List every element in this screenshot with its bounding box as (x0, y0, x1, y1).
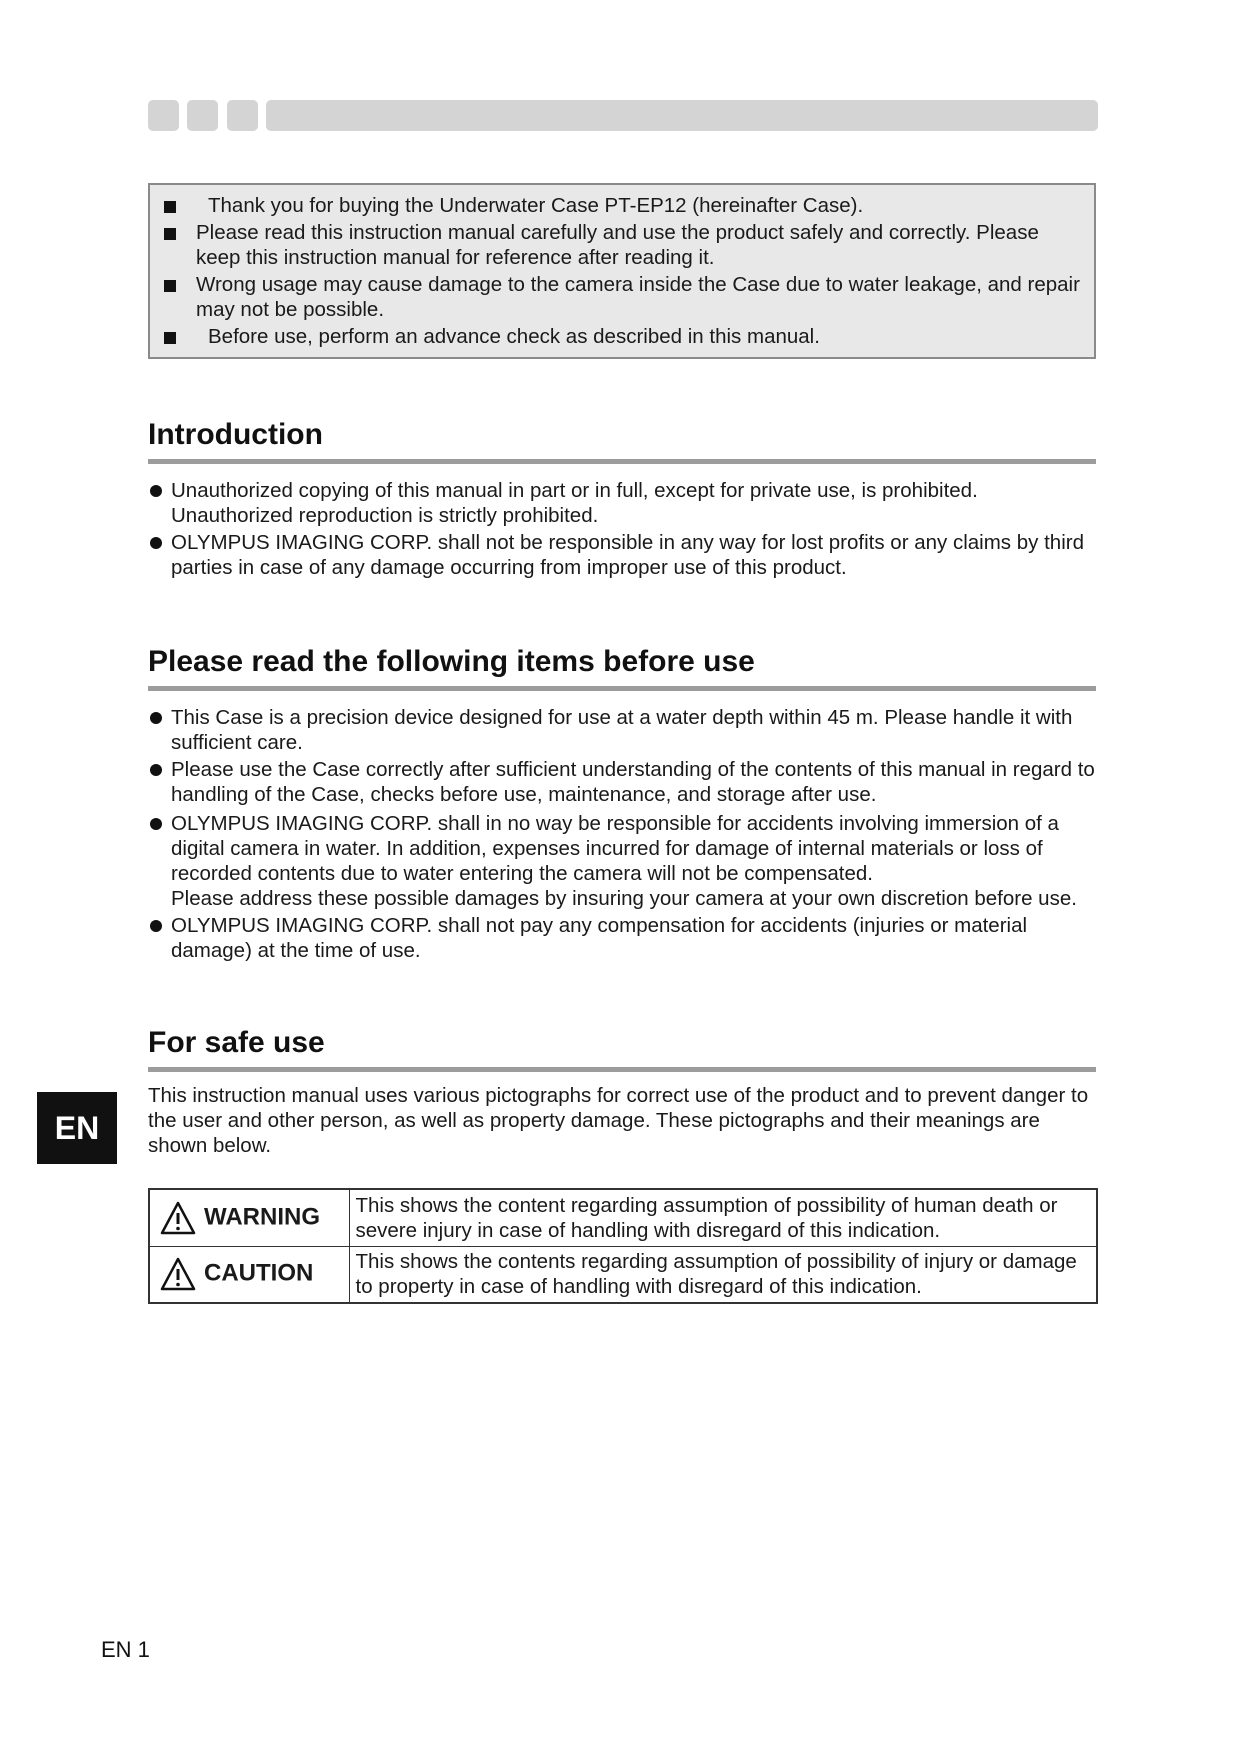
bullet-icon (150, 712, 162, 724)
list-item: OLYMPUS IMAGING CORP. shall in no way be responsible for accidents involving immersion of a digital camera in water. In addition, expenses incurred for damage of internal materials or loss of recorded contents due to water entering the camera will not be compensated. (150, 811, 1100, 886)
caution-label-cell: CAUTION (149, 1246, 349, 1303)
bullet-icon (150, 537, 162, 549)
signal-word-table (148, 1188, 1098, 1304)
section-divider (148, 459, 1096, 464)
bullet-icon (150, 485, 162, 497)
bullet-icon (150, 764, 162, 776)
safe-use-intro: This instruction manual uses various pictographs for correct use of the product and to prevent danger to the user and other person, as well as property damage. These pictographs and their meanings are shown below. (148, 1084, 1089, 1157)
list-item: OLYMPUS IMAGING CORP. shall not pay any compensation for accidents (injuries or material damage) at the time of use. (150, 913, 1100, 963)
table-row (149, 1189, 1097, 1246)
before-use-heading: Please read the following items before use (148, 645, 755, 678)
table-row (149, 1246, 1097, 1303)
list-item: Unauthorized copying of this manual in part or in full, except for private use, is prohibited. Unauthorized reproduction is strictly prohibited. (150, 478, 1100, 528)
list-item: This Case is a precision device designed for use at a water depth within 45 m. Please handle it with sufficient care. (150, 705, 1100, 755)
notice-box (148, 183, 1096, 359)
bullet-icon (150, 818, 162, 830)
warning-triangle-icon (160, 1201, 196, 1235)
notice-item: Please read this instruction manual carefully and use the product safely and correctly. Please keep this instruction manual for reference after reading it. (162, 220, 1080, 271)
square-bullet-icon (164, 280, 176, 292)
introduction-list (150, 478, 1100, 582)
notice-item: Wrong usage may cause damage to the camera inside the Case due to water leakage, and repair may not be possible. (162, 272, 1080, 323)
section-divider (148, 1067, 1096, 1072)
header-block-2 (187, 100, 218, 131)
introduction-heading: Introduction (148, 418, 323, 451)
header-block-1 (148, 100, 179, 131)
header-block-3 (227, 100, 258, 131)
language-tab: EN (37, 1092, 117, 1164)
safe-use-heading: For safe use (148, 1026, 325, 1059)
notice-item: Thank you for buying the Underwater Case PT-EP12 (hereinafter Case). (162, 193, 1080, 219)
warning-description: This shows the content regarding assumption of possibility of human death or severe injury in case of handling with disregard of this indication. (349, 1189, 1097, 1246)
list-item: OLYMPUS IMAGING CORP. shall not be responsible in any way for lost profits or any claims by third parties in case of any damage occurring from improper use of this product. (150, 530, 1100, 580)
list-item: Please use the Case correctly after sufficient understanding of the contents of this manual in regard to handling of the Case, checks before use, maintenance, and storage after use. (150, 757, 1100, 807)
list-item-continuation: Please address these possible damages by insuring your camera at your own discretion before use. (171, 887, 1077, 910)
before-use-list (150, 705, 1100, 965)
header-bar (266, 100, 1098, 131)
square-bullet-icon (164, 228, 176, 240)
page-number: EN 1 (101, 1637, 150, 1662)
square-bullet-icon (164, 201, 176, 213)
bullet-icon (150, 920, 162, 932)
warning-triangle-icon (160, 1257, 196, 1291)
square-bullet-icon (164, 332, 176, 344)
notice-item: Before use, perform an advance check as described in this manual. (162, 324, 1080, 350)
section-divider (148, 686, 1096, 691)
warning-label-cell: WARNING (149, 1189, 349, 1246)
caution-description: This shows the contents regarding assumption of possibility of injury or damage to property in case of handling with disregard of this indication. (349, 1246, 1097, 1303)
